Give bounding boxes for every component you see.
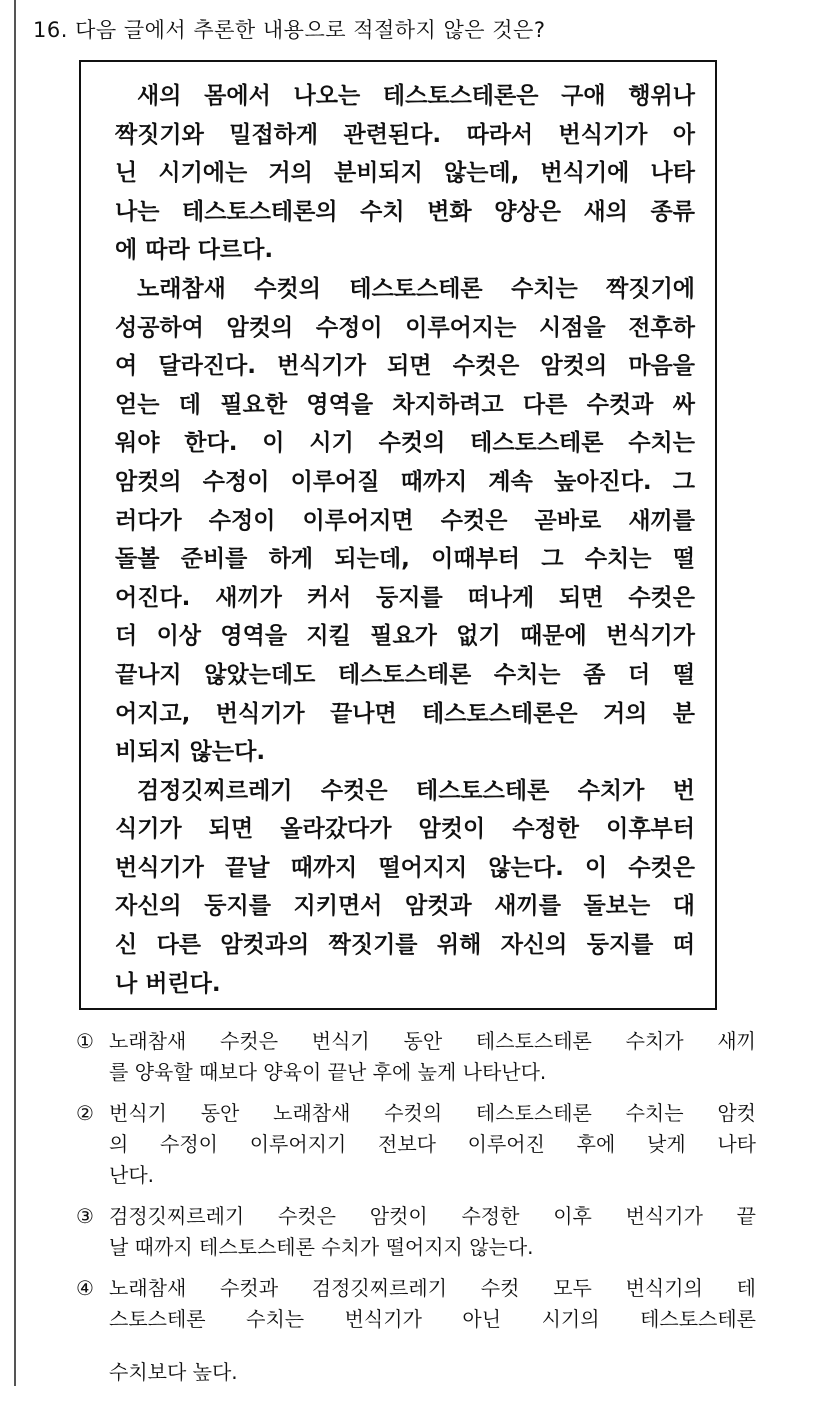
passage-line: 성공하여 암컷의 수정이 이루어지는 시점을 전후하 — [115, 314, 695, 341]
choice-number: ② — [76, 1101, 94, 1125]
question-title: 16. 다음 글에서 추론한 내용으로 적절하지 않은 것은? — [33, 18, 546, 42]
passage-line: 새의 몸에서 나오는 테스토스테론은 구애 행위나 — [137, 83, 695, 109]
passage-line: 나는 테스토스테론의 수치 변화 양상은 새의 종류 — [115, 198, 695, 225]
passage-line: 나 버린다. — [115, 970, 221, 997]
passage-line: 비되지 않는다. — [115, 739, 266, 766]
choice-text-line: 번식기 동안 노래참새 수컷의 테스토스테론 수치는 암컷 — [109, 1101, 756, 1125]
passage-box — [79, 60, 717, 1010]
passage-line: 노래참새 수컷의 테스토스테론 수치는 짝짓기에 — [137, 275, 695, 302]
passage-line: 번식기가 끝날 때까지 떨어지지 않는다. 이 수컷은 — [115, 854, 695, 881]
choice-text-line: 난다. — [109, 1163, 154, 1187]
passage-line: 워야 한다. 이 시기 수컷의 테스토스테론 수치는 — [115, 430, 695, 457]
passage-text — [115, 77, 695, 1003]
passage-line: 여 달라진다. 번식기가 되면 수컷은 암컷의 마음을 — [115, 353, 695, 380]
choice-2[interactable] — [76, 1098, 756, 1191]
passage-line: 식기가 되면 올라갔다가 암컷이 수정한 이후부터 — [115, 816, 695, 843]
choice-text-line: 검정깃찌르레기 수컷은 암컷이 수정한 이후 번식기가 끝 — [109, 1204, 756, 1228]
passage-line: 검정깃찌르레기 수컷은 테스토스테론 수치가 번 — [137, 777, 695, 804]
passage-line: 돌볼 준비를 하게 되는데, 이때부터 그 수치는 떨 — [115, 546, 695, 573]
choice-text-line: 스토스테론 수치는 번식기가 아닌 시기의 테스토스테론 — [109, 1307, 756, 1331]
passage-line: 얻는 데 필요한 영역을 차지하려고 다른 수컷과 싸 — [115, 391, 695, 418]
choice-text-line: 의 수정이 이루어지기 전보다 이루어진 후에 낮게 나타 — [109, 1132, 756, 1156]
choice-4[interactable] — [76, 1273, 756, 1335]
choice-text-line: 날 때까지 테스토스테론 수치가 떨어지지 않는다. — [109, 1235, 534, 1259]
choice-number: ① — [76, 1029, 94, 1053]
passage-line: 자신의 둥지를 지키면서 암컷과 새끼를 돌보는 대 — [115, 893, 695, 920]
choice-text-line: 노래참새 수컷은 번식기 동안 테스토스테론 수치가 새끼 — [109, 1029, 756, 1053]
passage-line: 암컷의 수정이 이루어질 때까지 계속 높아진다. 그 — [115, 468, 695, 495]
passage-line: 어지고, 번식기가 끝나면 테스토스테론은 거의 분 — [115, 700, 695, 727]
passage-line: 어진다. 새끼가 커서 둥지를 떠나게 되면 수컷은 — [115, 584, 695, 611]
choice-1[interactable] — [76, 1026, 756, 1088]
answer-choices — [76, 1026, 756, 1345]
passage-line: 닌 시기에는 거의 분비되지 않는데, 번식기에 나타 — [115, 160, 695, 187]
choice-number: ③ — [76, 1204, 94, 1228]
passage-line: 신 다른 암컷과의 짝짓기를 위해 자신의 둥지를 떠 — [115, 932, 695, 959]
choice-4-continuation: 수치보다 높다. — [109, 1360, 238, 1384]
left-margin-rule — [14, 0, 16, 1386]
passage-line: 더 이상 영역을 지킬 필요가 없기 때문에 번식기가 — [115, 623, 695, 650]
choice-text-line: 를 양육할 때보다 양육이 끝난 후에 높게 나타난다. — [109, 1060, 547, 1084]
choice-3[interactable] — [76, 1201, 756, 1263]
passage-line: 짝짓기와 밀접하게 관련된다. 따라서 번식기가 아 — [115, 121, 695, 148]
choice-number: ④ — [76, 1276, 94, 1300]
passage-line: 러다가 수정이 이루어지면 수컷은 곧바로 새끼를 — [115, 507, 695, 534]
passage-line: 에 따라 다르다. — [115, 237, 274, 264]
choice-text-line: 노래참새 수컷과 검정깃찌르레기 수컷 모두 번식기의 테 — [109, 1276, 756, 1300]
passage-line: 끝나지 않았는데도 테스토스테론 수치는 좀 더 떨 — [115, 661, 695, 688]
